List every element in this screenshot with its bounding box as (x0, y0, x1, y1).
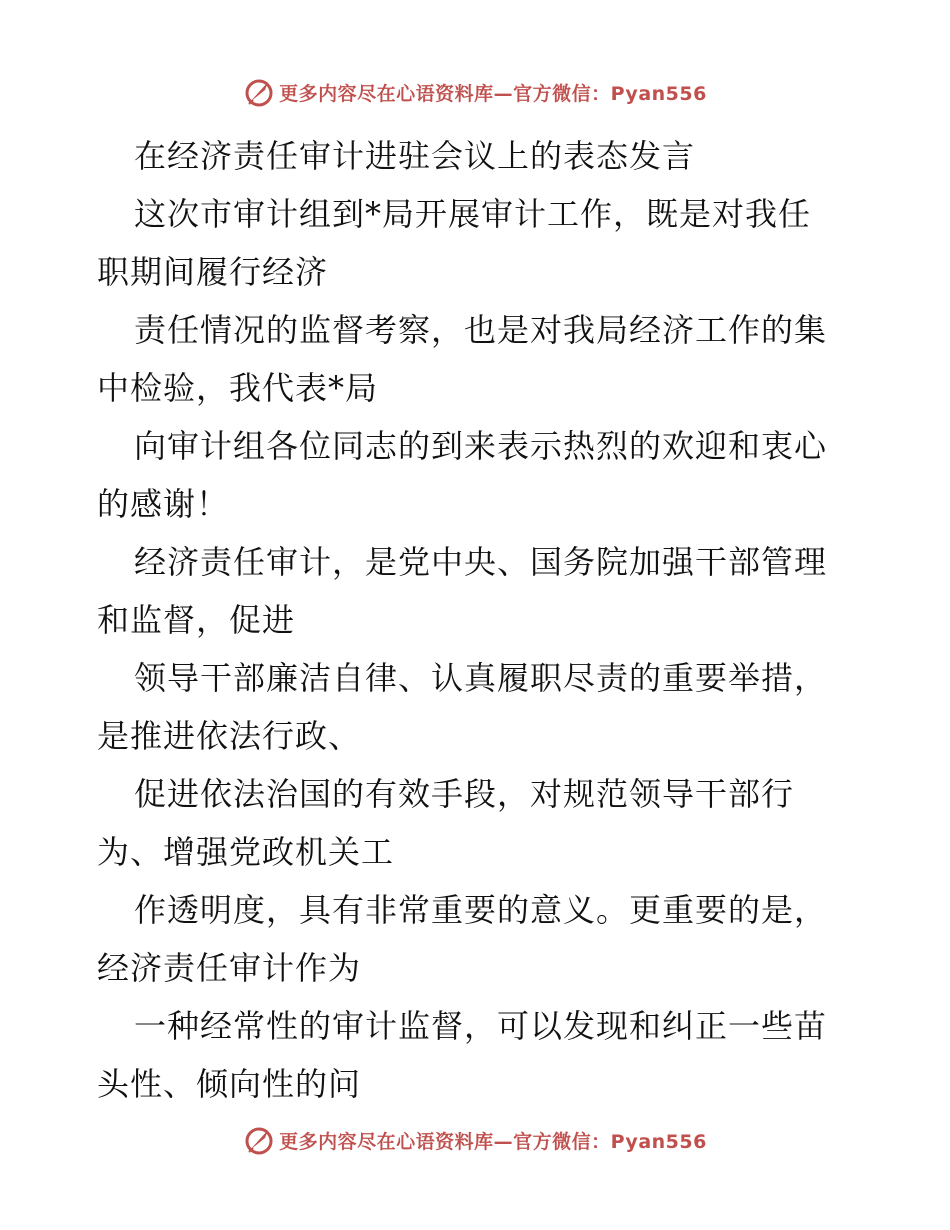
document-body (97, 127, 867, 1113)
footer-banner (0, 1120, 950, 1160)
text-line: 的感谢！ (97, 485, 230, 523)
banner-text: 更多内容尽在心语资料库—官方微信：Pyan556 (279, 1130, 707, 1153)
text-line: 和监督，促进 (97, 601, 296, 639)
banner-text: 更多内容尽在心语资料库—官方微信：Pyan556 (279, 82, 707, 105)
text-line: 为、增强党政机关工 (97, 833, 395, 871)
text-line: 责任情况的监督考察，也是对我局经济工作的集 (134, 311, 828, 349)
feather-pen-circle-icon (243, 1124, 275, 1156)
text-line: 经济责任审计，是党中央、国务院加强干部管理 (134, 543, 828, 581)
text-line: 一种经常性的审计监督，可以发现和纠正一些苗 (134, 1007, 828, 1045)
text-line: 作透明度，具有非常重要的意义。更重要的是， (134, 891, 828, 929)
feather-pen-circle-icon (243, 76, 275, 108)
text-line: 促进依法治国的有效手段，对规范领导干部行 (134, 775, 795, 813)
text-line: 职期间履行经济 (97, 253, 329, 291)
text-line: 向审计组各位同志的到来表示热烈的欢迎和衷心 (134, 427, 828, 465)
text-line: 中检验，我代表*局 (97, 369, 379, 407)
text-line: 头性、倾向性的问 (97, 1065, 362, 1103)
text-line: 在经济责任审计进驻会议上的表态发言 (134, 137, 696, 175)
text-line: 是推进依法行政、 (97, 717, 362, 755)
text-line: 这次市审计组到*局开展审计工作，既是对我任 (134, 195, 812, 233)
header-banner (0, 72, 950, 112)
text-line: 经济责任审计作为 (97, 949, 362, 987)
text-line: 领导干部廉洁自律、认真履职尽责的重要举措， (134, 659, 828, 697)
